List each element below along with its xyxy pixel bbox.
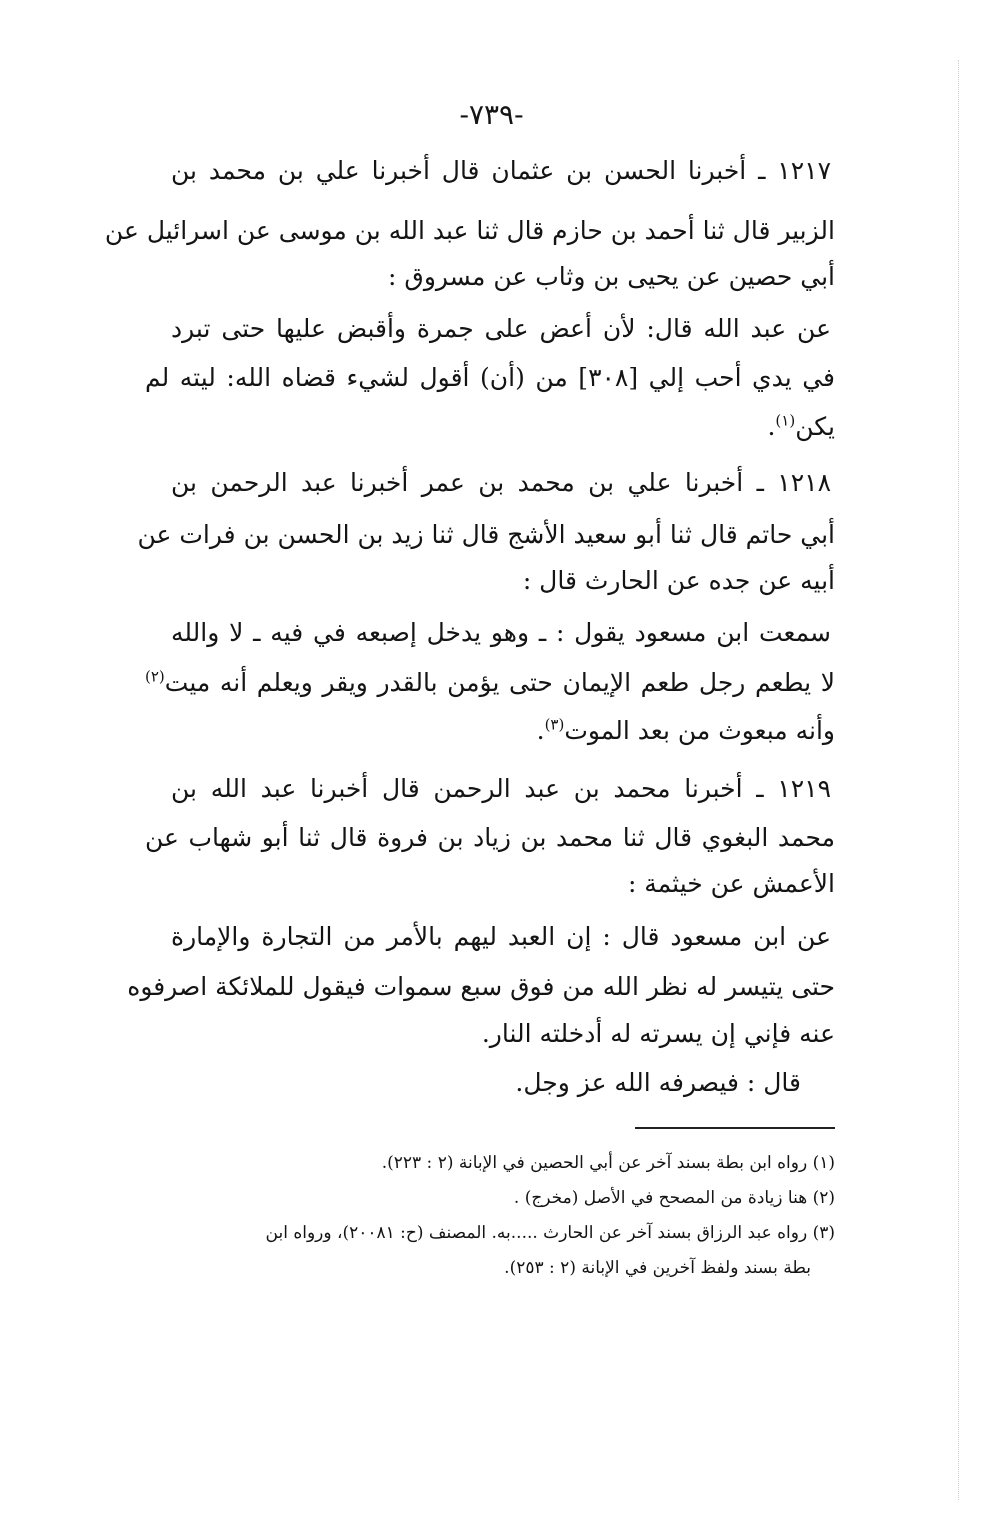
footnote-marker-2: (٢) [145, 667, 165, 686]
body-line-7: ١٢١٨ ـ أخبرنا علي بن محمد بن عمر أخبرنا عبد الرحمن بن [171, 468, 831, 497]
footnote-3-continuation: بطة بسند ولفظ آخرين في الإبانة (٢ : ٢٥٣). [504, 1258, 811, 1278]
body-line-14: محمد البغوي قال ثنا محمد بن زياد بن فروة قال ثنا أبو شهاب عن [145, 823, 835, 852]
body-line-9: أبيه عن جده عن الحارث قال : [522, 566, 835, 595]
footnote-3: (٣) رواه عبد الرزاق بسند آخر عن الحارث .....به. المصنف (ح: ٢٠٠٨١)، ورواه ابن [265, 1223, 835, 1243]
body-line-5: في يدي أحب إلي [٣٠٨] من (أن) أقول لشيء قضاه الله: ليته لم [145, 363, 835, 392]
body-line-2: الزبير قال ثنا أحمد بن حازم قال ثنا عبد الله بن موسى عن اسرائيل عن [104, 216, 835, 245]
footnote-separator [635, 1127, 835, 1129]
body-line-11 [145, 660, 835, 706]
body-line-1: ١٢١٧ ـ أخبرنا الحسن بن عثمان قال أخبرنا علي بن محمد بن [171, 156, 831, 185]
body-line-8: أبي حاتم قال ثنا أبو سعيد الأشج قال ثنا زيد بن الحسن بن فرات عن [137, 520, 835, 549]
footnote-marker-3: (٣) [544, 715, 565, 734]
body-line-15: الأعمش عن خيثمة : [627, 869, 835, 898]
footnote-1: (١) رواه ابن بطة بسند آخر عن أبي الحصين في الإبانة (٢ : ٢٢٣). [381, 1153, 835, 1173]
body-line-11-text: لا يطعم رجل طعم الإيمان حتى يؤمن بالقدر ويقر ويعلم أنه ميت [164, 668, 835, 697]
body-line-4: عن عبد الله قال: لأن أعض على جمرة وأقبض عليها حتى تبرد [171, 314, 831, 343]
body-line-10: سمعت ابن مسعود يقول : ـ وهو يدخل إصبعه في فيه ـ لا والله [171, 618, 831, 647]
page-number: -٧٣٩- [459, 98, 524, 131]
body-line-12 [145, 708, 835, 754]
footnote-2: (٢) هنا زيادة من المصحح في الأصل (مخرج) . [513, 1188, 835, 1208]
sentence-end: . [767, 412, 776, 441]
body-line-17: حتى يتيسر له نظر الله من فوق سبع سموات فيقول للملائكة اصرفوه [127, 972, 835, 1001]
body-line-18: عنه فإني إن يسرته له أدخلته النار. [481, 1019, 835, 1048]
scan-page-edge [958, 60, 960, 1500]
footnote-marker-1: (١) [775, 411, 796, 430]
body-line-3: أبي حصين عن يحيى بن وثاب عن مسروق : [388, 262, 835, 291]
sentence-end-2: . [536, 716, 545, 745]
body-line-19: قال : فيصرفه الله عز وجل. [515, 1068, 801, 1097]
body-line-12-text: وأنه مبعوث من بعد الموت [564, 716, 835, 745]
body-line-13: ١٢١٩ ـ أخبرنا محمد بن عبد الرحمن قال أخبرنا عبد الله بن [171, 774, 831, 803]
body-line-16: عن ابن مسعود قال : إن العبد ليهم بالأمر من التجارة والإمارة [171, 922, 831, 951]
body-line-6-text: يكن [795, 412, 835, 441]
body-line-6 [145, 404, 835, 450]
